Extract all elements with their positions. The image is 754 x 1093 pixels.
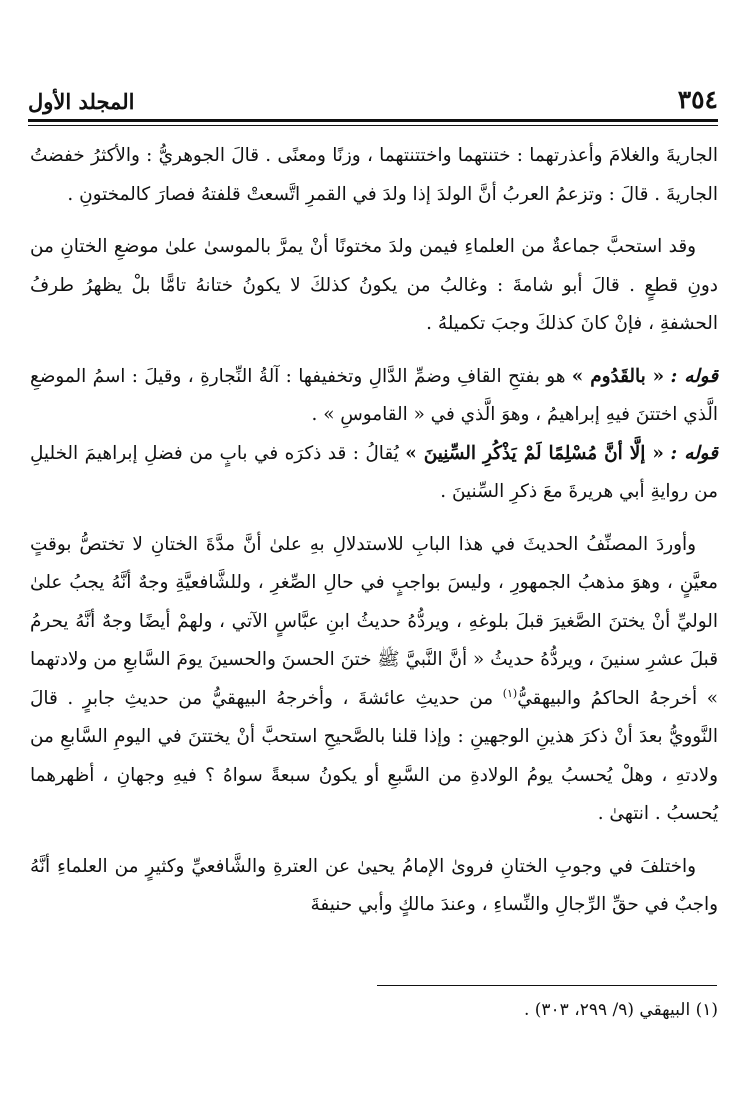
paragraph-4 xyxy=(30,435,718,512)
quoted-term: « بالقَدُوم » xyxy=(571,365,665,387)
volume-title: المجلد الأول xyxy=(28,89,135,114)
quoted-term: « إلَّا أنَّ مُسْلِمًا لَمْ يَذْكُرِ السِّنِينَ » xyxy=(405,442,664,464)
commentary-label: قوله : xyxy=(670,442,718,464)
header-rule-thin xyxy=(28,125,718,126)
paragraph-6: واختلفَ في وجوبِ الختانِ فروىٰ الإمامُ يحيىٰ عن العترةِ والشَّافعيِّ وكثيرٍ من العلماءِ أنَّهُ واجبٌ في حقِّ الرِّجالِ والنِّساءِ ، وعندَ مالكٍ وأبي حنيفةَ xyxy=(30,855,718,915)
page-header xyxy=(28,80,718,114)
footnote: (١) البيهقي (٩/ ٢٩٩، ٣٠٣) . xyxy=(523,1000,718,1020)
page-number: ٣٥٤ xyxy=(677,85,718,114)
paragraph-5-part-2: من حديثِ عائشةَ ، وأخرجهُ البيهقيُّ من حديثِ جابرٍ . قالَ النَّوويُّ بعدَ أنْ ذكرَ هذينِ الوجهينِ : وإذا قلنا بالصَّحيحِ استحبَّ أنْ يختتنَ في اليومِ السَّابعِ من ولادتهِ ، وهلْ يُحسبُ يومُ الولادةِ من السَّبعِ أو يكونُ سبعةً سواهُ ؟ فيهِ وجهانِ ، أظهرهما يُحسبُ . انتهىٰ . xyxy=(30,687,718,824)
paragraph-2: وقد استحبَّ جماعةٌ من العلماءِ فيمن ولدَ مختونًا أنْ يمرَّ بالموسىٰ علىٰ موضعِ الختانِ من دونِ قطعٍ . قالَ أبو شامةَ : وغالبُ من يكونُ كذلكَ لا يكونُ ختانهُ تامًّا بلْ يظهرُ طرفُ الحشفةِ ، فإنْ كانَ كذلكَ وجبَ تكميلهُ . xyxy=(30,236,718,334)
paragraph-3 xyxy=(30,358,718,435)
footnote-marker: (١) xyxy=(502,686,518,700)
body-text xyxy=(30,137,718,925)
footnote-rule xyxy=(377,985,717,986)
commentary-text: هو بفتحِ القافِ وضمِّ الدَّالِ وتخفيفها : آلةُ النِّجارةِ ، وقيلَ : اسمُ الموضعِ الَّذي اختتنَ فيهِ إبراهيمُ ، وهوَ الَّذي في « القاموسِ » . xyxy=(30,365,718,425)
header-rule-thick xyxy=(28,119,718,122)
commentary-label: قوله : xyxy=(670,365,718,387)
commentary-text: يُقالُ : قد ذكرَه في بابٍ من فضلِ إبراهيمَ الخليلِ من روايةِ أبي هريرةَ معَ ذكرِ السِّنينَ . xyxy=(30,442,718,502)
paragraph-5 xyxy=(30,526,718,834)
paragraph-5-part-1: وأوردَ المصنِّفُ الحديثَ في هذا البابِ للاستدلالِ بهِ علىٰ أنَّ مدَّةَ الختانِ لا تختصُّ بوقتٍ معيَّنٍ ، وهوَ مذهبُ الجمهورِ ، وليسَ بواجبٍ في حالِ الصِّغرِ ، وللشَّافعيَّةِ وجهٌ أنَّهُ يجبُ علىٰ الوليِّ أنْ يختنَ الصَّغيرَ قبلَ بلوغهِ ، ويردُّهُ حديثُ ابنِ عبَّاسٍ الآتي ، ولهمْ أيضًا وجهٌ أنَّهُ يحرمُ قبلَ عشرِ سنينَ ، ويردُّهُ حديثُ « أنَّ النَّبيَّ ﷺ ختنَ الحسنَ والحسينَ يومَ السَّابعِ من ولادتهما » أخرجهُ الحاكمُ والبيهقيُّ xyxy=(30,533,718,709)
paragraph-1: الجاريةَ والغلامَ وأعذرتهما : ختنتهما واختتنتهما ، وزنًا ومعنًى . قالَ الجوهريُّ : والأكثرُ خفضتُ الجاريةَ . قالَ : وتزعمُ العربُ أنَّ الولدَ إذا ولدَ في القمرِ اتَّسعتْ قلفتهُ فصارَ كالمختونِ . xyxy=(30,145,718,205)
